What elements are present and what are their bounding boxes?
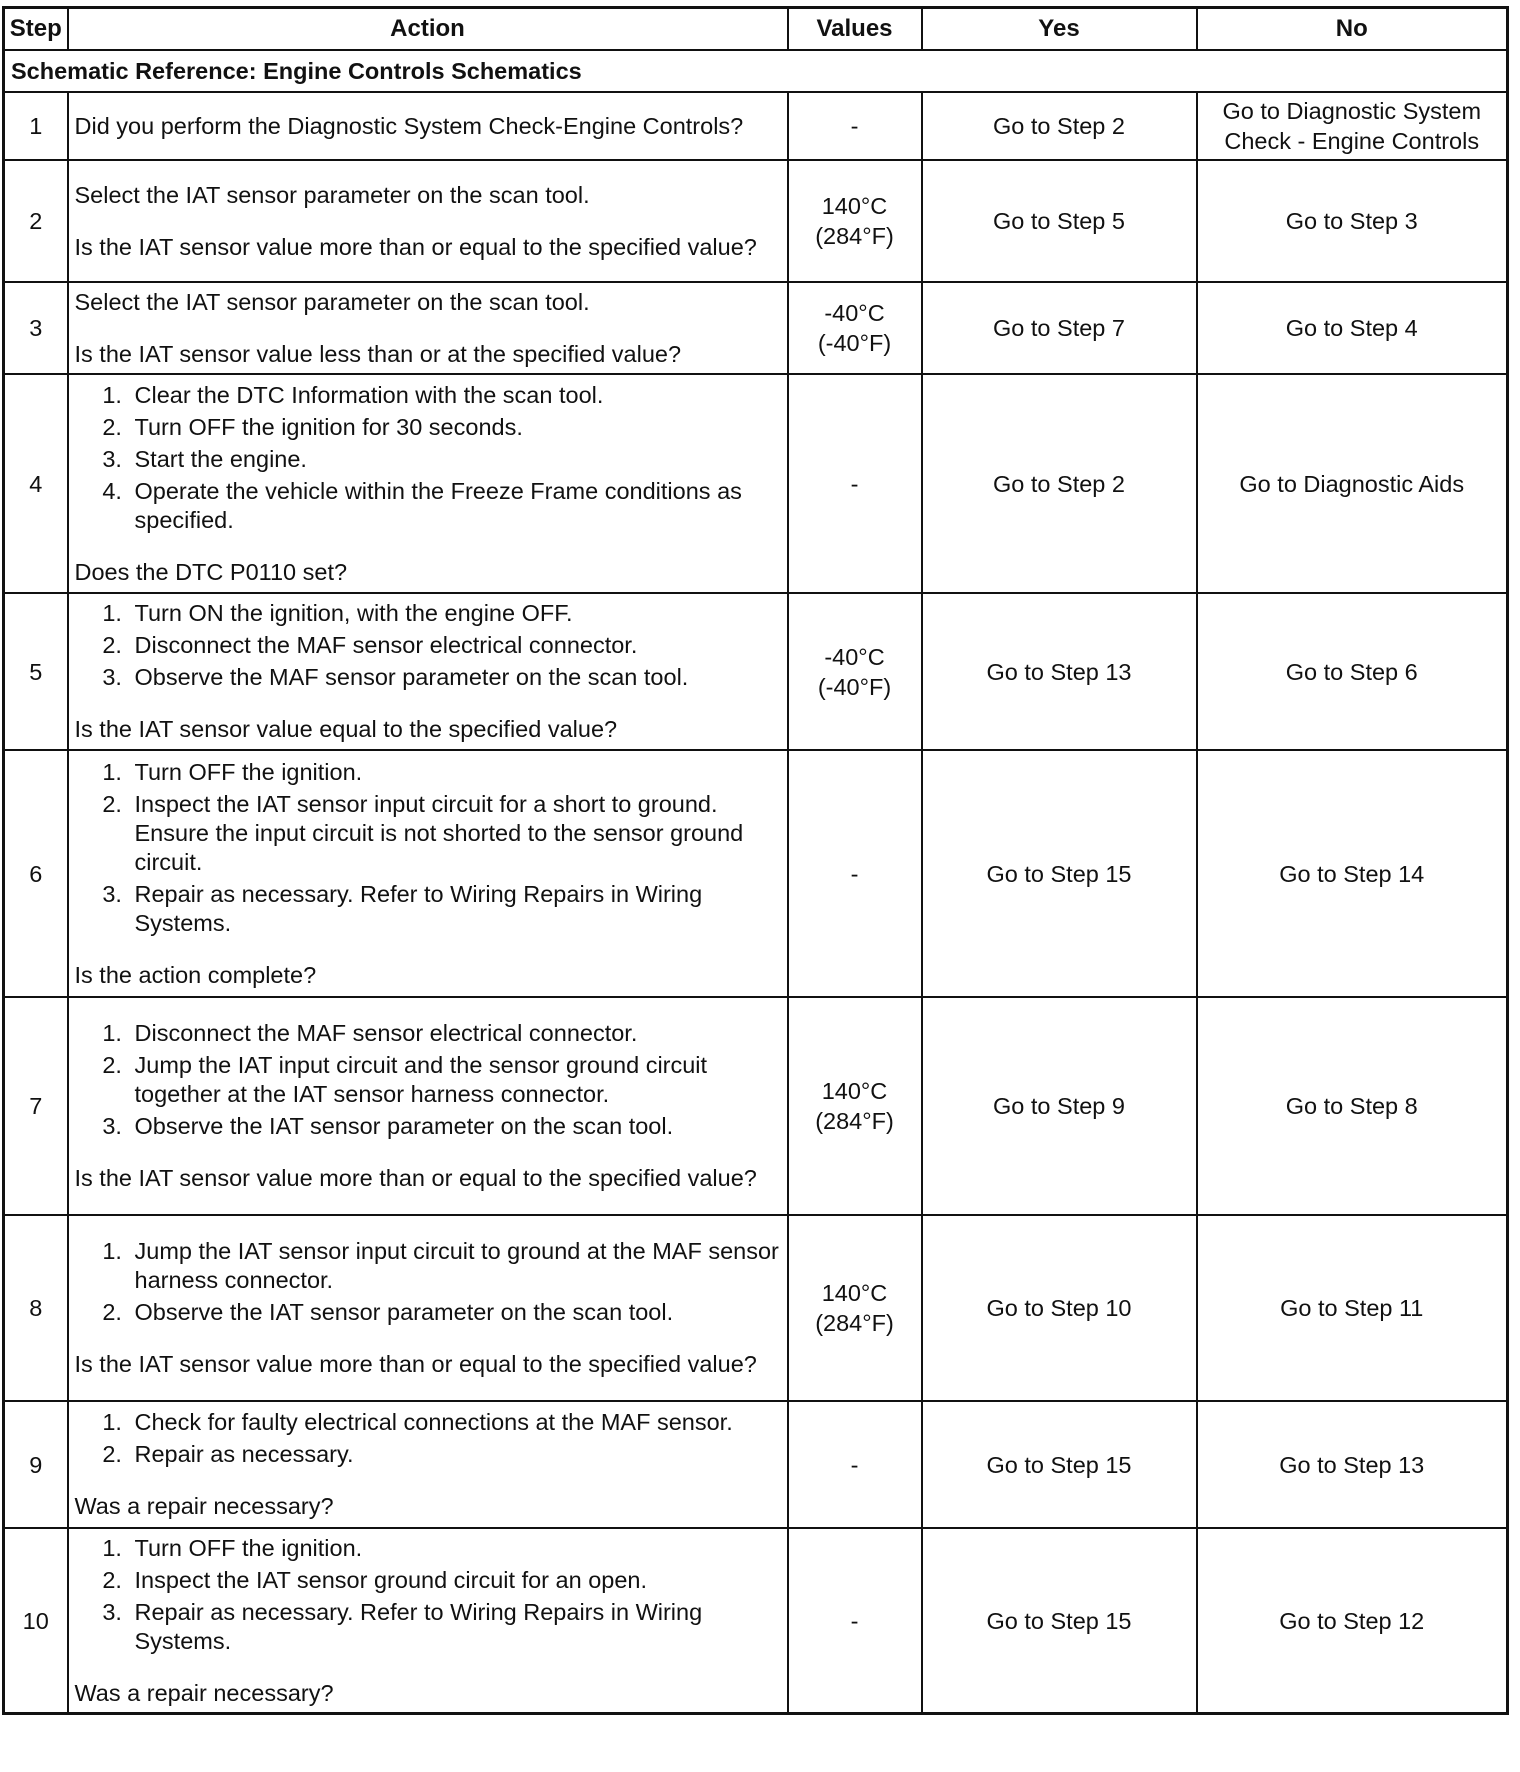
action-question: Is the action complete?: [74, 961, 317, 988]
header-yes: Yes: [922, 8, 1197, 51]
values-cell: [788, 1528, 922, 1714]
value-celsius: 140°C: [821, 193, 888, 219]
action-item: 4. Operate the vehicle within the Freeze Frame conditions as specified.: [129, 477, 781, 535]
yes-cell: Go to Step 13: [922, 593, 1197, 750]
table-row: [4, 92, 1508, 160]
table-row: [4, 282, 1508, 374]
header-values: Values: [788, 8, 922, 51]
header-row: [4, 8, 1508, 51]
action-item: 3. Start the engine.: [129, 445, 781, 474]
step-number: 6: [4, 750, 68, 997]
no-cell: Go to Step 3: [1197, 160, 1508, 282]
value-celsius: -40°C: [824, 643, 885, 670]
no-cell: Go to Step 11: [1197, 1215, 1508, 1401]
value-celsius: -: [850, 113, 859, 139]
action-item: 1. Jump the IAT sensor input circuit to ground at the MAF sensor harness connector.: [129, 1237, 781, 1295]
action-cell: [68, 160, 788, 282]
action-list: [75, 1237, 781, 1327]
step-number: 5: [4, 593, 68, 750]
no-cell: Go to Diagnostic System Check - Engine Controls: [1197, 92, 1508, 160]
value-celsius: -: [850, 860, 859, 887]
action-cell: [68, 750, 788, 997]
yes-cell: Go to Step 10: [922, 1215, 1197, 1401]
yes-cell: Go to Step 7: [922, 282, 1197, 374]
step-number: 8: [4, 1215, 68, 1401]
action-item: 1. Clear the DTC Information with the scan tool.: [129, 381, 781, 410]
action-instruction: Select the IAT sensor parameter on the scan tool.: [74, 289, 590, 315]
step-number: 2: [4, 160, 68, 282]
action-cell: [68, 593, 788, 750]
action-item: 3. Observe the MAF sensor parameter on the scan tool.: [129, 663, 781, 692]
header-no: No: [1197, 8, 1508, 51]
step-number: 9: [4, 1401, 68, 1528]
action-item: 2. Jump the IAT input circuit and the sensor ground circuit together at the IAT sensor harness connector.: [129, 1051, 781, 1109]
action-question: Is the IAT sensor value equal to the specified value?: [74, 716, 618, 742]
header-action: Action: [68, 8, 788, 51]
action-item: 1. Check for faulty electrical connections at the MAF sensor.: [129, 1408, 781, 1437]
values-cell: [788, 92, 922, 160]
table-row: [4, 1401, 1508, 1528]
action-list: [75, 1019, 781, 1141]
action-instruction: Select the IAT sensor parameter on the scan tool.: [74, 182, 590, 208]
values-cell: [788, 160, 922, 282]
value-fahrenheit: (-40°F): [817, 330, 892, 356]
action-item: 1. Turn OFF the ignition.: [129, 1534, 781, 1563]
table-row: [4, 1215, 1508, 1401]
action-cell: [68, 1528, 788, 1714]
action-cell: [68, 92, 788, 160]
action-list: [75, 1534, 781, 1656]
step-number: 4: [4, 374, 68, 593]
table-row: [4, 750, 1508, 997]
action-item: 2. Observe the IAT sensor parameter on the scan tool.: [129, 1298, 781, 1327]
action-question: Is the IAT sensor value more than or equal to the specified value?: [74, 1165, 757, 1191]
action-item: 1. Disconnect the MAF sensor electrical connector.: [129, 1019, 781, 1048]
action-item: 2. Inspect the IAT sensor input circuit for a short to ground. Ensure the input circuit is not shorted to the sensor ground circuit.: [129, 790, 781, 877]
values-cell: [788, 374, 922, 593]
yes-cell: Go to Step 15: [922, 1528, 1197, 1714]
action-question: Did you perform the Diagnostic System Check-Engine Controls?: [74, 113, 744, 139]
table-row: [4, 1528, 1508, 1714]
value-fahrenheit: (-40°F): [817, 673, 892, 700]
yes-cell: Go to Step 9: [922, 997, 1197, 1215]
step-number: 10: [4, 1528, 68, 1714]
yes-cell: Go to Step 5: [922, 160, 1197, 282]
value-celsius: -: [850, 1451, 859, 1478]
yes-cell: Go to Step 15: [922, 1401, 1197, 1528]
action-question: Was a repair necessary?: [74, 1493, 334, 1519]
value-fahrenheit: (284°F): [815, 1310, 894, 1336]
action-question: Is the IAT sensor value more than or equal to the specified value?: [74, 234, 757, 260]
value-fahrenheit: (284°F): [815, 1108, 894, 1134]
action-cell: [68, 997, 788, 1215]
values-cell: [788, 997, 922, 1215]
action-list: [75, 381, 781, 535]
header-step: Step: [4, 8, 68, 51]
no-cell: Go to Step 14: [1197, 750, 1508, 997]
action-item: 3. Repair as necessary. Refer to Wiring Repairs in Wiring Systems.: [129, 880, 781, 938]
values-cell: [788, 282, 922, 374]
table-row: [4, 593, 1508, 750]
step-number: 3: [4, 282, 68, 374]
action-item: 2. Turn OFF the ignition for 30 seconds.: [129, 413, 781, 442]
no-cell: Go to Step 6: [1197, 593, 1508, 750]
value-celsius: 140°C: [821, 1280, 888, 1306]
schematic-reference-row: [4, 50, 1508, 92]
action-item: 3. Repair as necessary. Refer to Wiring Repairs in Wiring Systems.: [129, 1598, 781, 1656]
no-cell: Go to Step 12: [1197, 1528, 1508, 1714]
no-cell: Go to Diagnostic Aids: [1197, 374, 1508, 593]
action-cell: [68, 374, 788, 593]
action-item: 2. Inspect the IAT sensor ground circuit for an open.: [129, 1566, 781, 1595]
table-row: [4, 160, 1508, 282]
action-item: 1. Turn ON the ignition, with the engine OFF.: [129, 599, 781, 628]
table-row: [4, 374, 1508, 593]
yes-cell: Go to Step 15: [922, 750, 1197, 997]
action-cell: [68, 1401, 788, 1528]
action-cell: [68, 1215, 788, 1401]
value-celsius: -: [850, 470, 859, 497]
step-number: 1: [4, 92, 68, 160]
action-cell: [68, 282, 788, 374]
action-list: [75, 599, 781, 692]
action-item: 3. Observe the IAT sensor parameter on the scan tool.: [129, 1112, 781, 1141]
action-item: 1. Turn OFF the ignition.: [129, 758, 781, 787]
schematic-reference: Schematic Reference: Engine Controls Schematics: [4, 50, 1508, 92]
yes-cell: Go to Step 2: [922, 92, 1197, 160]
value-celsius: -40°C: [824, 300, 885, 326]
value-fahrenheit: (284°F): [815, 223, 894, 249]
action-item: 2. Disconnect the MAF sensor electrical connector.: [129, 631, 781, 660]
action-question: Is the IAT sensor value more than or equal to the specified value?: [74, 1351, 757, 1377]
value-celsius: 140°C: [821, 1078, 888, 1104]
action-question: Was a repair necessary?: [74, 1679, 334, 1706]
values-cell: [788, 593, 922, 750]
action-item: 2. Repair as necessary.: [129, 1440, 781, 1469]
action-list: [75, 758, 781, 938]
no-cell: Go to Step 8: [1197, 997, 1508, 1215]
values-cell: [788, 1401, 922, 1528]
table-row: [4, 997, 1508, 1215]
action-list: [75, 1408, 781, 1469]
values-cell: [788, 750, 922, 997]
step-number: 7: [4, 997, 68, 1215]
no-cell: Go to Step 4: [1197, 282, 1508, 374]
action-question: Is the IAT sensor value less than or at the specified value?: [74, 341, 682, 367]
yes-cell: Go to Step 2: [922, 374, 1197, 593]
value-celsius: -: [850, 1607, 859, 1634]
diagnostic-table: [2, 6, 1509, 1715]
values-cell: [788, 1215, 922, 1401]
no-cell: Go to Step 13: [1197, 1401, 1508, 1528]
action-question: Does the DTC P0110 set?: [74, 558, 348, 585]
